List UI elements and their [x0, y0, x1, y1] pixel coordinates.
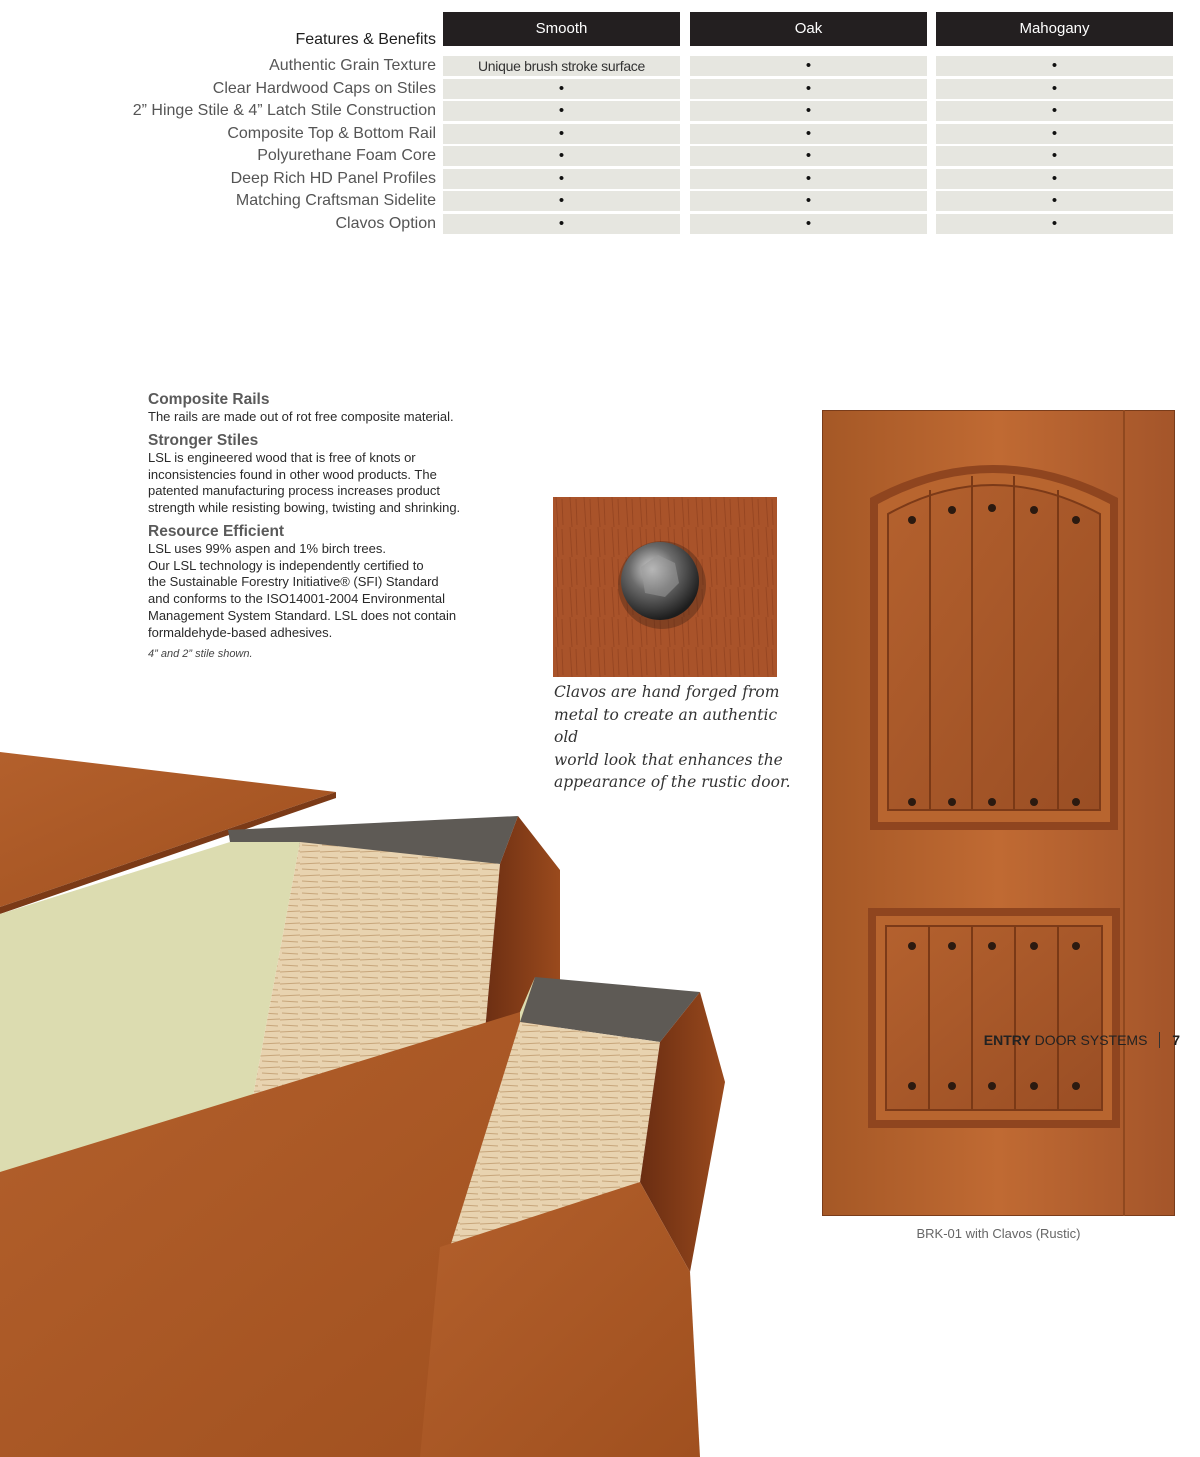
feature-label: Polyurethane Foam Core [257, 147, 436, 164]
resource-line: Our LSL technology is independently certified to [148, 557, 424, 573]
stronger-stiles-block [148, 432, 518, 517]
feature-cell: • [690, 56, 927, 76]
page-footer [900, 1032, 1180, 1048]
stronger-stiles-title: Stronger Stiles [148, 432, 259, 449]
column-header-oak: Oak [690, 12, 927, 46]
feature-cell: • [936, 101, 1173, 121]
stiles-line: inconsistencies found in other wood products. The [148, 466, 437, 482]
composite-rails-block [148, 391, 518, 426]
resource-efficient-block [148, 523, 518, 641]
feature-cell: • [690, 79, 927, 99]
feature-cell: • [936, 146, 1173, 166]
feature-cell: • [690, 191, 927, 211]
clavos-caption-line: world look that enhances the [554, 750, 783, 769]
feature-label: Authentic Grain Texture [269, 57, 436, 74]
feature-cell: Unique brush stroke surface [443, 56, 680, 76]
feature-cell: • [443, 101, 680, 121]
clavos-closeup-image [553, 497, 777, 677]
door-caption: BRK-01 with Clavos (Rustic) [916, 1226, 1081, 1241]
stronger-stiles-body [148, 450, 518, 517]
column-header-smooth: Smooth [443, 12, 680, 46]
door-cutaway-image [0, 752, 730, 1457]
composite-rails-body: The rails are made out of rot free composite material. [148, 409, 454, 424]
stile-note: 4” and 2” stile shown. [148, 648, 253, 660]
feature-cell: • [690, 214, 927, 234]
feature-cell: • [936, 124, 1173, 144]
resource-efficient-body [148, 541, 518, 641]
footer-brand: ENTRY [983, 1032, 1031, 1048]
feature-label: Clear Hardwood Caps on Stiles [212, 79, 436, 97]
feature-label: Clavos Option [335, 214, 436, 232]
footer-separator [1159, 1032, 1160, 1048]
feature-cell: • [936, 169, 1173, 189]
resource-line: the Sustainable Forestry Initiative® (SFI) Standard [148, 574, 439, 590]
feature-cell: • [443, 169, 680, 189]
resource-line: LSL uses 99% aspen and 1% birch trees. [148, 541, 386, 556]
resource-line: and conforms to the ISO14001-2004 Environmental [148, 591, 446, 607]
feature-cell: • [443, 79, 680, 99]
stiles-line: strength while resisting bowing, twisting and shrinking. [148, 500, 461, 516]
resource-line: formaldehyde-based adhesives. [148, 624, 333, 640]
composite-rails-title: Composite Rails [148, 391, 270, 408]
feature-cell: • [443, 146, 680, 166]
door-image [822, 410, 1175, 1216]
feature-cell: • [443, 124, 680, 144]
feature-cell: • [690, 146, 927, 166]
clavos-caption-line: Clavos are hand forged from [554, 683, 780, 701]
clavos-caption-line: metal to create an authentic old [554, 705, 778, 746]
feature-cell: • [690, 169, 927, 189]
footer-title: DOOR SYSTEMS [1034, 1032, 1148, 1048]
feature-label: Composite Top & Bottom Rail [227, 124, 436, 142]
feature-cell: • [443, 191, 680, 211]
feature-cell: • [936, 191, 1173, 211]
stiles-line: patented manufacturing process increases product [148, 483, 440, 499]
stiles-line: LSL is engineered wood that is free of knots or [148, 450, 416, 465]
feature-label: Matching Craftsman Sidelite [235, 192, 436, 209]
feature-cell: • [690, 124, 927, 144]
features-heading: Features & Benefits [295, 31, 436, 48]
feature-label: 2” Hinge Stile & 4” Latch Stile Construction [132, 102, 436, 119]
feature-cell: • [443, 214, 680, 234]
feature-label: Deep Rich HD Panel Profiles [230, 169, 436, 187]
page-number: 7 [1172, 1032, 1180, 1048]
feature-cell: • [690, 101, 927, 121]
resource-line: Management System Standard. LSL does not contain [148, 607, 457, 623]
feature-cell: • [936, 56, 1173, 76]
resource-efficient-title: Resource Efficient [148, 523, 285, 540]
clavos-caption-line: appearance of the rustic door. [554, 773, 791, 791]
feature-cell: • [936, 214, 1173, 234]
feature-cell: • [936, 79, 1173, 99]
column-header-mahogany: Mahogany [936, 12, 1173, 46]
